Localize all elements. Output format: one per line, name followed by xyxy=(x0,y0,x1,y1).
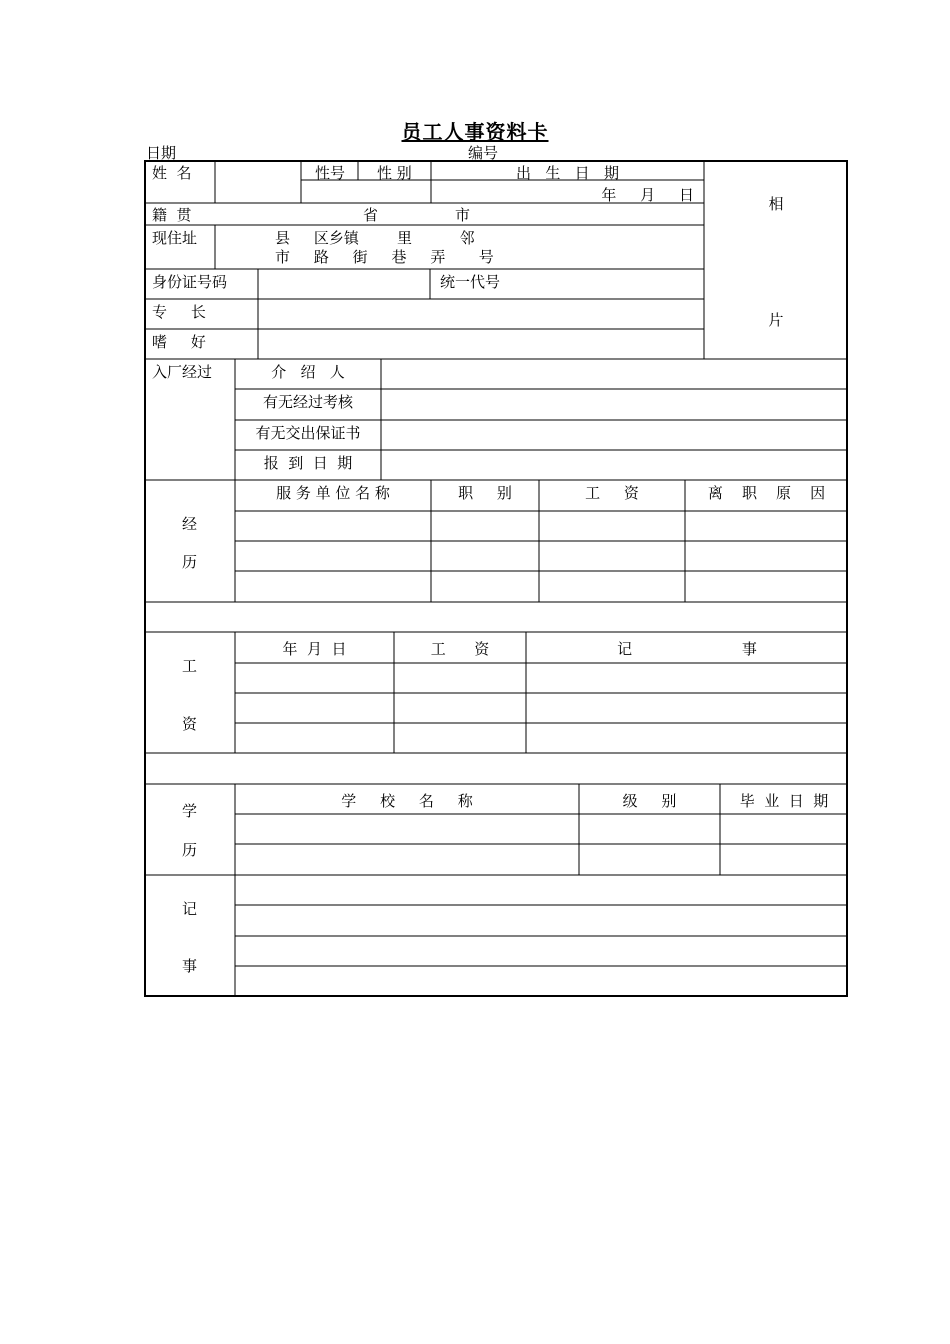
notes-label-1: 记 xyxy=(181,900,197,918)
id-number-label: 身份证号码 xyxy=(152,273,228,291)
experience-label-1: 经 xyxy=(181,515,197,533)
education-header-graduation-date: 毕 业 日 期 xyxy=(739,792,829,810)
report-date-label: 报 到 日 期 xyxy=(263,454,353,472)
sex-code-label: 性号 xyxy=(315,164,346,182)
education-label-2: 历 xyxy=(181,841,197,859)
province-label: 省 xyxy=(363,206,379,224)
birth-ymd-label: 年 月 日 xyxy=(601,186,694,204)
experience-header-employer: 服 务 单 位 名 称 xyxy=(276,484,390,502)
exam-label: 有无经过考核 xyxy=(262,393,353,411)
address-label: 现住址 xyxy=(152,229,198,247)
uniform-code-label: 统一代号 xyxy=(440,273,501,291)
specialty-label: 专 长 xyxy=(152,303,206,321)
experience-header-position: 职 别 xyxy=(458,484,512,502)
experience-header-salary: 工 资 xyxy=(585,484,639,502)
salary-header-notes: 记 事 xyxy=(617,640,757,658)
introducer-label: 介 绍 人 xyxy=(271,363,345,381)
entry-process-label: 入厂经过 xyxy=(152,363,213,381)
experience-label-2: 历 xyxy=(181,553,197,571)
education-header-school: 学 校 名 称 xyxy=(341,792,473,810)
experience-header-leave-reason: 离 职 原 因 xyxy=(707,484,826,502)
salary-label-2: 资 xyxy=(181,715,197,733)
guarantee-label: 有无交出保证书 xyxy=(255,424,361,442)
salary-header-date: 年 月 日 xyxy=(282,640,347,658)
salary-header-amount: 工 资 xyxy=(430,640,490,658)
native-place-label: 籍 贯 xyxy=(152,206,192,224)
personnel-card xyxy=(144,160,848,997)
salary-label-1: 工 xyxy=(181,657,197,675)
education-label-1: 学 xyxy=(181,802,197,820)
address-line-2: 市 路 街 巷 弄 号 xyxy=(275,248,494,266)
sex-label: 性 别 xyxy=(377,164,412,182)
hobby-label: 嗜 好 xyxy=(152,333,206,351)
photo-label-2: 片 xyxy=(768,311,784,329)
city-label: 市 xyxy=(455,206,471,224)
name-label: 姓 名 xyxy=(152,164,192,182)
form-title: 员工人事资料卡 xyxy=(401,120,549,144)
number-label: 编号 xyxy=(468,144,499,162)
address-line-1: 县 区乡镇 里 邻 xyxy=(275,229,475,247)
education-header-level: 级 别 xyxy=(622,792,677,810)
birth-date-label: 出 生 日 期 xyxy=(516,164,619,182)
photo-label-1: 相 xyxy=(768,195,784,213)
notes-label-2: 事 xyxy=(181,957,197,975)
date-label: 日期 xyxy=(146,144,177,162)
